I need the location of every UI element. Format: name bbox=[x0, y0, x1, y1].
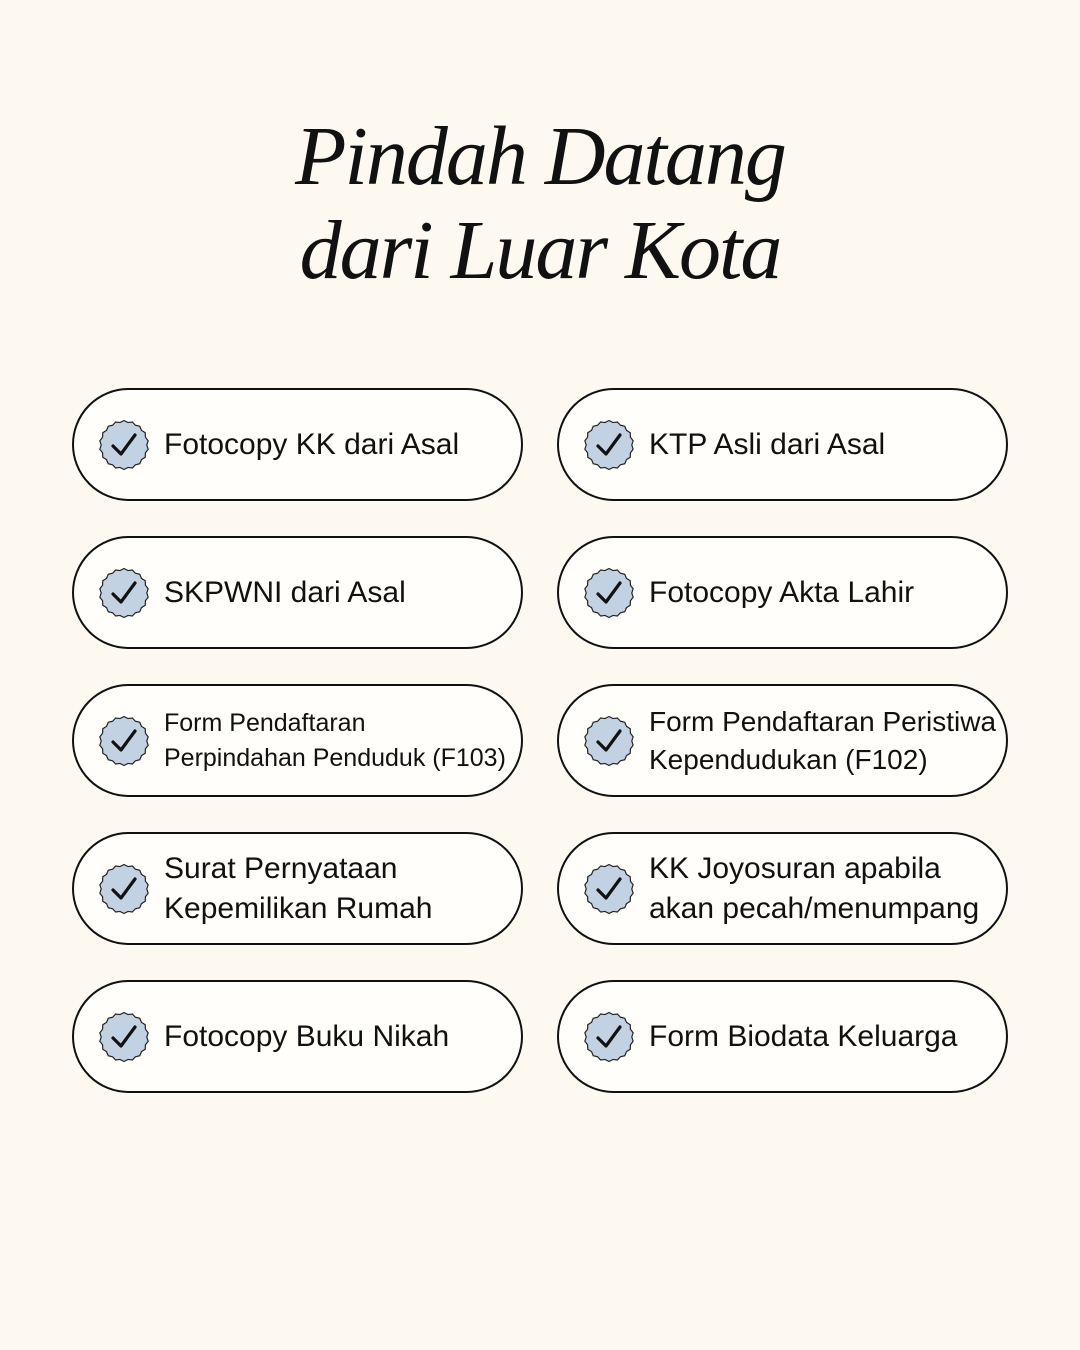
title-line-2: dari Luar Kota bbox=[299, 204, 781, 297]
requirements-list bbox=[72, 388, 1008, 1093]
requirement-item-ktp-asli[interactable] bbox=[557, 388, 1008, 501]
requirement-item-buku-nikah[interactable] bbox=[72, 980, 523, 1093]
requirement-item-skpwni[interactable] bbox=[72, 536, 523, 649]
requirement-label: Fotocopy KK dari Asal bbox=[164, 427, 460, 461]
requirement-label: Form Pendaftaran Peristiwa Kependudukan (F102) bbox=[649, 705, 997, 775]
requirement-item-form-f103[interactable] bbox=[72, 684, 523, 797]
check-badge-icon bbox=[98, 863, 150, 915]
requirement-item-kk-joyosuran[interactable] bbox=[557, 832, 1008, 945]
requirement-item-form-f102[interactable] bbox=[557, 684, 1008, 797]
title-line-1: Pindah Datang bbox=[295, 110, 785, 203]
requirement-label: Form Pendaftaran Perpindahan Penduduk (F103) bbox=[164, 708, 506, 772]
requirement-item-surat-pernyataan[interactable] bbox=[72, 832, 523, 945]
check-badge-icon bbox=[583, 567, 635, 619]
requirement-item-akta-lahir[interactable] bbox=[557, 536, 1008, 649]
check-badge-icon bbox=[98, 715, 150, 767]
requirement-label: Surat Pernyataan Kepemilikan Rumah bbox=[164, 851, 433, 925]
check-badge-icon bbox=[98, 419, 150, 471]
page-title bbox=[0, 110, 1080, 298]
check-badge-icon bbox=[583, 863, 635, 915]
check-badge-icon bbox=[583, 1011, 635, 1063]
requirement-label: KK Joyosuran apabila akan pecah/menumpang bbox=[649, 851, 980, 925]
requirement-label: Form Biodata Keluarga bbox=[649, 1019, 958, 1053]
requirement-label: SKPWNI dari Asal bbox=[164, 575, 406, 609]
check-badge-icon bbox=[583, 715, 635, 767]
check-badge-icon bbox=[98, 567, 150, 619]
requirement-label: Fotocopy Akta Lahir bbox=[649, 575, 915, 609]
requirement-item-biodata-keluarga[interactable] bbox=[557, 980, 1008, 1093]
requirement-item-fotocopy-kk[interactable] bbox=[72, 388, 523, 501]
check-badge-icon bbox=[583, 419, 635, 471]
requirement-label: KTP Asli dari Asal bbox=[649, 427, 886, 461]
requirement-label: Fotocopy Buku Nikah bbox=[164, 1019, 450, 1053]
check-badge-icon bbox=[98, 1011, 150, 1063]
